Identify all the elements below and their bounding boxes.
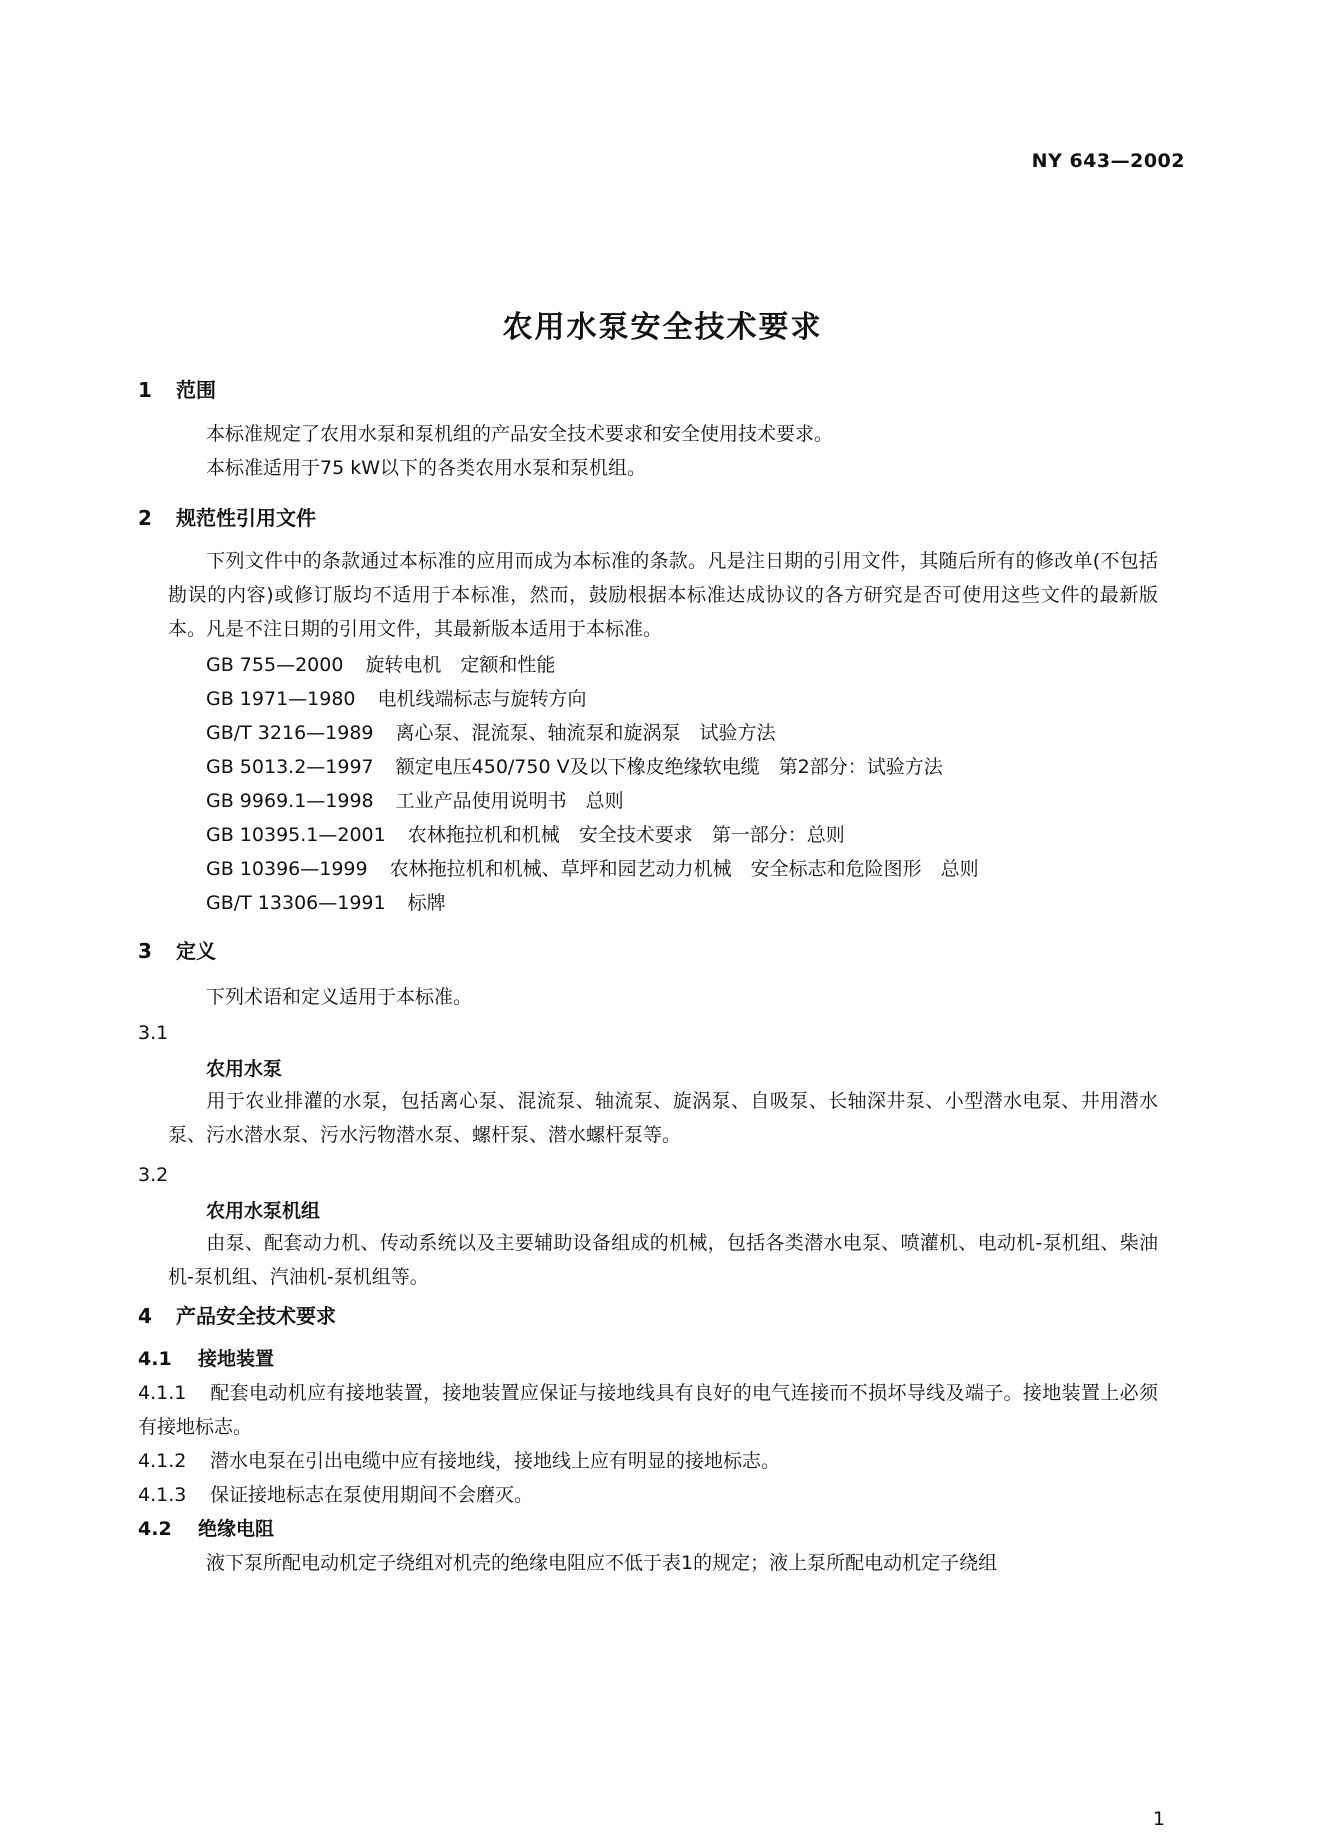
section-4-heading: [138, 1300, 336, 1329]
subsection-number: 4.2: [138, 1518, 172, 1540]
definition-number: 3.1: [138, 1022, 169, 1044]
definitions-intro: 下列术语和定义适用于本标准。: [206, 986, 473, 1008]
subsection-4-2-heading: [138, 1514, 274, 1541]
reference-item: [206, 648, 555, 682]
reference-title: 电机线端标志与旋转方向: [377, 688, 587, 710]
reference-title: 工业产品使用说明书 总则: [395, 790, 624, 812]
subsection-title: 绝缘电阻: [198, 1518, 275, 1540]
reference-item: [206, 852, 979, 886]
definition-term: 农用水泵机组: [206, 1200, 321, 1222]
clause-4-1-3: [138, 1478, 533, 1512]
subsection-title: 接地装置: [198, 1348, 275, 1370]
references-intro: [168, 544, 1158, 646]
section-3-heading: [138, 935, 216, 964]
reference-title: 额定电压450/750 V及以下橡皮绝缘软电缆 第2部分：试验方法: [395, 756, 943, 778]
reference-code: GB 5013.2—1997: [206, 756, 374, 778]
reference-item: [206, 716, 776, 750]
subsection-number: 4.1: [138, 1348, 172, 1370]
definition-text: [168, 1084, 1158, 1152]
clause-4-1-1: [138, 1376, 1158, 1444]
section-1-heading: [138, 374, 216, 403]
reference-item: [206, 682, 587, 716]
scope-line-1: 本标准规定了农用水泵和泵机组的产品安全技术要求和安全使用技术要求。: [206, 423, 834, 445]
references-intro-text: 下列文件中的条款通过本标准的应用而成为本标准的条款。凡是注日期的引用文件，其随后所有的修改单(不包括勘误的内容)或修订版均不适用于本标准，然而，鼓励根据本标准达成协议的各方研究是否可使用这些文件的最新版本。凡是不注日期的引用文件，其最新版本适用于本标准。: [168, 550, 1158, 640]
reference-item: [206, 886, 446, 920]
clause-number: 4.1.3: [138, 1484, 187, 1506]
reference-item: [206, 784, 624, 818]
clause-text: 潜水电泵在引出电缆中应有接地线，接地线上应有明显的接地标志。: [210, 1450, 781, 1472]
subsection-4-1-heading: [138, 1344, 274, 1371]
reference-title: 离心泵、混流泵、轴流泵和旋涡泵 试验方法: [395, 722, 776, 744]
section-number: 1: [138, 378, 152, 402]
definition-term: 农用水泵: [206, 1058, 283, 1080]
section-title: 产品安全技术要求: [176, 1304, 336, 1328]
section-number: 4: [138, 1304, 152, 1328]
definition-text-content: 用于农业排灌的水泵，包括离心泵、混流泵、轴流泵、旋涡泵、自吸泵、长轴深井泵、小型潜水电泵、井用潜水泵、污水潜水泵、污水污物潜水泵、螺杆泵、潜水螺杆泵等。: [168, 1090, 1158, 1146]
document-title: 农用水泵安全技术要求: [502, 310, 823, 345]
reference-code: GB 9969.1—1998: [206, 790, 374, 812]
definition-text-content: 由泵、配套动力机、传动系统以及主要辅助设备组成的机械，包括各类潜水电泵、喷灌机、电动机-泵机组、柴油机-泵机组、汽油机-泵机组等。: [168, 1232, 1158, 1288]
reference-title: 农林拖拉机和机械、草坪和园艺动力机械 安全标志和危险图形 总则: [389, 858, 979, 880]
section-number: 2: [138, 506, 152, 530]
definition-number: 3.2: [138, 1164, 169, 1186]
reference-code: GB 10395.1—2001: [206, 824, 386, 846]
page-number: 1: [1152, 1808, 1165, 1830]
reference-code: GB/T 3216—1989: [206, 722, 374, 744]
reference-title: 标牌: [407, 892, 446, 914]
reference-code: GB 10396—1999: [206, 858, 368, 880]
section-title: 定义: [176, 939, 216, 963]
clause-text: 保证接地标志在泵使用期间不会磨灭。: [210, 1484, 534, 1506]
clause-number: 4.1.1: [138, 1382, 187, 1404]
clause-number: 4.1.2: [138, 1450, 187, 1472]
insulation-text: 液下泵所配电动机定子绕组对机壳的绝缘电阻应不低于表1的规定；液上泵所配电动机定子绕组: [206, 1552, 998, 1574]
definition-text: [168, 1226, 1158, 1294]
clause-4-1-2: [138, 1444, 780, 1478]
reference-title: 农林拖拉机和机械 安全技术要求 第一部分：总则: [407, 824, 845, 846]
section-title: 范围: [176, 378, 216, 402]
section-title: 规范性引用文件: [176, 506, 316, 530]
reference-code: GB 1971—1980: [206, 688, 356, 710]
reference-item: [206, 818, 845, 852]
reference-item: [206, 750, 943, 784]
reference-title: 旋转电机 定额和性能: [365, 654, 556, 676]
reference-code: GB 755—2000: [206, 654, 344, 676]
section-2-heading: [138, 502, 316, 531]
clause-text: 配套电动机应有接地装置，接地装置应保证与接地线具有良好的电气连接而不损坏导线及端子。接地装置上必须有接地标志。: [138, 1382, 1158, 1438]
scope-line-2: 本标准适用于75 kW以下的各类农用水泵和泵机组。: [206, 457, 647, 479]
standard-number: NY 643—2002: [1031, 150, 1185, 172]
reference-code: GB/T 13306—1991: [206, 892, 386, 914]
section-number: 3: [138, 939, 152, 963]
